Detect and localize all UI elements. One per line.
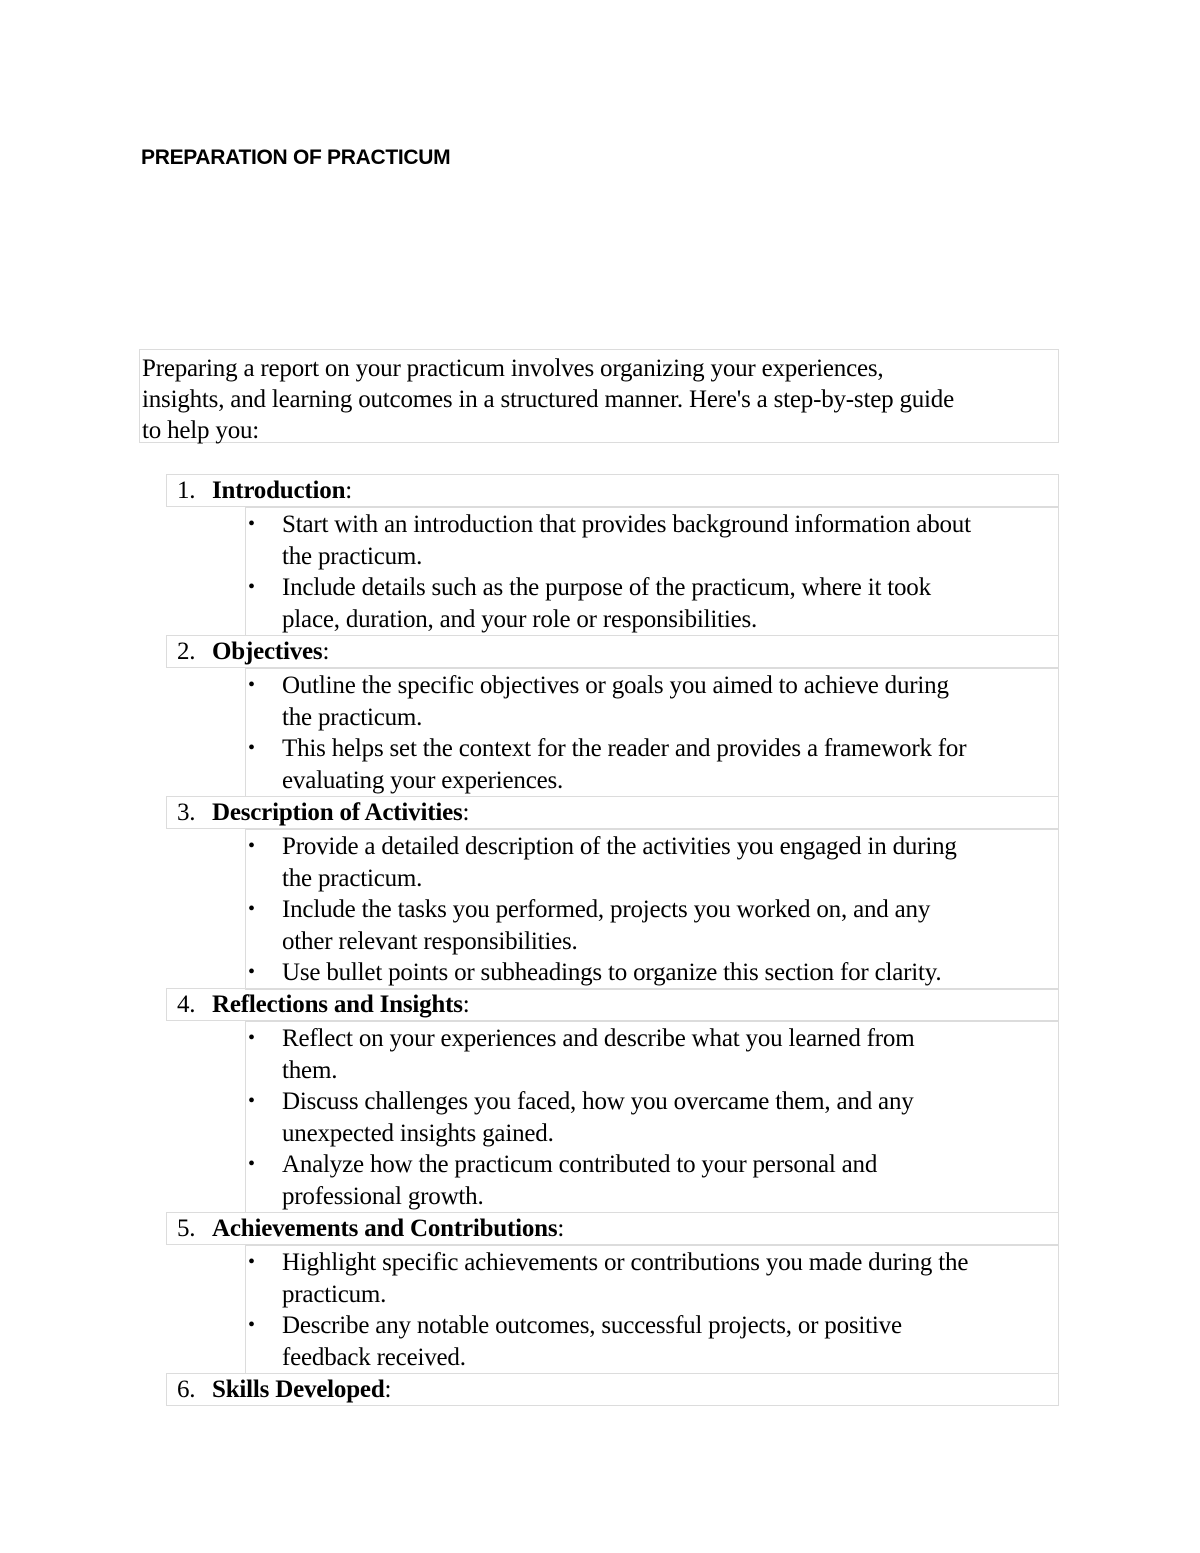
section-number: 1. bbox=[177, 477, 196, 504]
bullet-icon: • bbox=[248, 898, 255, 920]
bullet-text: Highlight specific achievements or contributions you made during the bbox=[282, 1249, 969, 1276]
bullet-icon: • bbox=[248, 737, 255, 759]
section-heading bbox=[166, 796, 1059, 829]
bullet-icon: • bbox=[248, 1027, 255, 1049]
bullet-item bbox=[246, 1023, 1058, 1086]
bullet-icon: • bbox=[248, 576, 255, 598]
section-title-bold: Objectives bbox=[212, 638, 323, 665]
bullet-icon: • bbox=[248, 835, 255, 857]
bullet-text: Include the tasks you performed, projects you worked on, and any bbox=[282, 896, 931, 923]
bullet-text: Reflect on your experiences and describe what you learned from bbox=[282, 1025, 915, 1052]
list-section bbox=[166, 474, 1059, 636]
bullet-text: the practicum. bbox=[282, 542, 423, 570]
section-title-colon: : bbox=[462, 991, 470, 1018]
bullet-icon: • bbox=[248, 513, 255, 535]
section-title-colon: : bbox=[345, 477, 353, 504]
document-title: PREPARATION OF PRACTICUM bbox=[141, 146, 451, 169]
section-title-colon: : bbox=[557, 1215, 565, 1242]
bullet-text: the practicum. bbox=[282, 703, 423, 731]
intro-line: insights, and learning outcomes in a structured manner. Here's a step-by-step guide bbox=[142, 386, 954, 413]
bullet-text: the practicum. bbox=[282, 864, 423, 892]
bullet-icon: • bbox=[248, 1153, 255, 1175]
section-title-bold: Introduction bbox=[212, 477, 346, 504]
bullet-text: Start with an introduction that provides background information about bbox=[282, 511, 971, 538]
bullet-item bbox=[246, 1247, 1058, 1310]
section-title bbox=[212, 797, 469, 829]
section-title bbox=[212, 1374, 391, 1406]
bullet-item bbox=[246, 1149, 1058, 1212]
bullet-text: Use bullet points or subheadings to organize this section for clarity. bbox=[282, 959, 942, 986]
bullet-text: Describe any notable outcomes, successful projects, or positive bbox=[282, 1312, 902, 1339]
bullet-icon: • bbox=[248, 674, 255, 696]
intro-line: to help you: bbox=[142, 417, 260, 444]
bullet-item bbox=[246, 733, 1058, 796]
bullet-text: unexpected insights gained. bbox=[282, 1119, 554, 1147]
section-title bbox=[212, 989, 470, 1021]
bullet-text: feedback received. bbox=[282, 1343, 466, 1371]
bullet-text: This helps set the context for the reader and provides a framework for bbox=[282, 735, 967, 762]
section-heading bbox=[166, 988, 1059, 1021]
bullet-item bbox=[246, 572, 1058, 635]
bullet-text: Provide a detailed description of the activities you engaged in during bbox=[282, 833, 957, 860]
bullet-list bbox=[245, 829, 1059, 990]
bullet-list bbox=[245, 1245, 1059, 1374]
section-heading bbox=[166, 474, 1059, 507]
bullet-item bbox=[246, 1310, 1058, 1373]
bullet-icon: • bbox=[248, 961, 255, 983]
section-number: 5. bbox=[177, 1215, 196, 1242]
section-title-colon: : bbox=[322, 638, 330, 665]
section-title bbox=[212, 1213, 564, 1245]
bullet-list bbox=[245, 1021, 1059, 1213]
bullet-text: other relevant responsibilities. bbox=[282, 927, 578, 955]
bullet-list bbox=[245, 668, 1059, 797]
bullet-item bbox=[246, 957, 1058, 989]
section-title-bold: Description of Activities bbox=[212, 799, 463, 826]
list-section bbox=[166, 796, 1059, 990]
bullet-text: place, duration, and your role or responsibilities. bbox=[282, 605, 758, 633]
bullet-list bbox=[245, 507, 1059, 636]
section-heading bbox=[166, 1373, 1059, 1406]
list-section bbox=[166, 635, 1059, 797]
bullet-text: evaluating your experiences. bbox=[282, 766, 564, 794]
bullet-text: them. bbox=[282, 1056, 338, 1084]
bullet-text: professional growth. bbox=[282, 1182, 484, 1210]
section-title-bold: Reflections and Insights bbox=[212, 991, 463, 1018]
intro-line: Preparing a report on your practicum involves organizing your experiences, bbox=[142, 355, 884, 382]
intro-paragraph bbox=[139, 349, 1059, 443]
bullet-item bbox=[246, 1086, 1058, 1149]
bullet-text: Analyze how the practicum contributed to your personal and bbox=[282, 1151, 878, 1178]
bullet-item bbox=[246, 670, 1058, 733]
section-heading bbox=[166, 635, 1059, 668]
section-title-bold: Achievements and Contributions bbox=[212, 1215, 558, 1242]
section-title bbox=[212, 636, 329, 668]
bullet-text: Outline the specific objectives or goals you aimed to achieve during bbox=[282, 672, 949, 699]
bullet-text: Discuss challenges you faced, how you overcame them, and any bbox=[282, 1088, 914, 1115]
section-title-colon: : bbox=[462, 799, 470, 826]
section-number: 4. bbox=[177, 991, 196, 1018]
section-title-bold: Skills Developed bbox=[212, 1376, 385, 1403]
bullet-item bbox=[246, 509, 1058, 572]
bullet-icon: • bbox=[248, 1251, 255, 1273]
section-heading bbox=[166, 1212, 1059, 1245]
bullet-icon: • bbox=[248, 1090, 255, 1112]
list-section bbox=[166, 1373, 1059, 1406]
section-title bbox=[212, 475, 352, 507]
section-number: 2. bbox=[177, 638, 196, 665]
list-section bbox=[166, 1212, 1059, 1374]
section-title-colon: : bbox=[384, 1376, 392, 1403]
section-number: 3. bbox=[177, 799, 196, 826]
list-section bbox=[166, 988, 1059, 1213]
bullet-text: practicum. bbox=[282, 1280, 387, 1308]
bullet-item bbox=[246, 894, 1058, 957]
bullet-item bbox=[246, 831, 1058, 894]
bullet-icon: • bbox=[248, 1314, 255, 1336]
bullet-text: Include details such as the purpose of the practicum, where it took bbox=[282, 574, 931, 601]
section-number: 6. bbox=[177, 1376, 196, 1403]
